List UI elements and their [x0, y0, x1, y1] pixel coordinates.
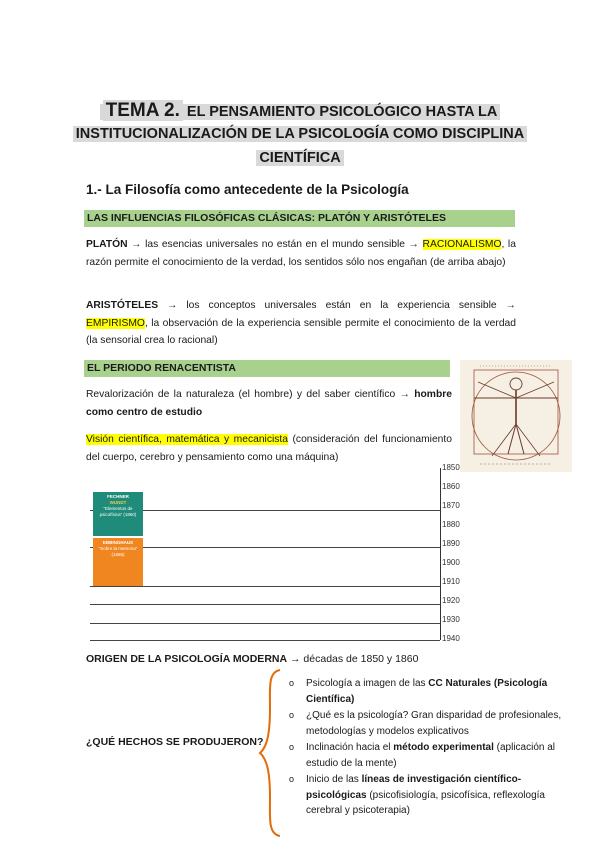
title-text-2: INSTITUCIONALIZACIÓN DE LA PSICOLOGÍA COMO DISCIPLINA: [73, 126, 527, 142]
aristoteles-name: ARISTÓTELES: [86, 300, 159, 311]
arrow-icon: →: [131, 239, 142, 250]
event-text: "Elementos de psicofísica" (1860): [99, 506, 137, 517]
fact-bold: CC Naturales (Psicología Científica): [306, 678, 548, 705]
fact-text-post: (aplicación al estudio de la mente): [306, 742, 556, 769]
renaissance-paragraph-2: [86, 431, 452, 466]
timeline-year: 1860: [442, 482, 460, 491]
origin-text: décadas de 1850 y 1860: [303, 653, 419, 665]
timeline-gridline: [90, 623, 440, 624]
racionalismo-highlight: RACIONALISMO: [422, 239, 502, 250]
timeline-event-ebbinghaus: [93, 538, 143, 586]
event-text: "Sobre la memoria" (1885): [98, 546, 138, 557]
fact-text: ¿Qué es la psicología? Gran disparidad de profesionales, metodologías y modelos explicativos: [306, 710, 562, 737]
list-item: [286, 676, 576, 707]
platon-text: las esencias universales no están en el mundo sensible: [145, 239, 406, 250]
list-item: [286, 772, 576, 819]
fact-bold: método experimental: [393, 742, 494, 753]
fact-bold: líneas de investigación científico-psicológicas: [306, 774, 522, 801]
aristoteles-paragraph: [86, 297, 516, 350]
title-line-2: [0, 126, 600, 142]
renaissance-heading-bar: EL PERIODO RENACENTISTA: [84, 360, 450, 377]
timeline-year: 1930: [442, 615, 460, 624]
timeline-gridline: [90, 640, 440, 641]
title-line-3: [0, 150, 600, 166]
platon-text-2: , la razón permite el conocimiento de la verdad, los sentidos sólo nos engañan (de arriba abajo): [86, 239, 516, 268]
aristoteles-text-2: , la observación de la experiencia sensible permite el conocimiento de la verdad (la sensorial crea lo racional): [86, 317, 516, 346]
timeline-year: 1850: [442, 463, 460, 472]
platon-name: PLATÓN: [86, 239, 128, 250]
vision-highlight: Visión científica, matemática y mecanicista: [86, 434, 289, 445]
timeline-chart: [90, 463, 460, 643]
renaissance-paragraph-1: [86, 386, 452, 421]
facts-list: [286, 676, 576, 820]
renaissance-bold: hombre como centro de estudio: [86, 389, 452, 418]
event-label: FECHNER: [107, 494, 129, 499]
title-text-1: EL PENSAMIENTO PSICOLÓGICO HASTA LA: [186, 104, 498, 120]
list-item: [286, 708, 576, 739]
fact-text: Inicio de las: [306, 774, 362, 785]
classical-heading-bar: LAS INFLUENCIAS FILOSÓFICAS CLÁSICAS: PLATÓN Y ARISTÓTELES: [84, 210, 515, 227]
timeline-year: 1900: [442, 558, 460, 567]
vitruvian-man-image: [460, 360, 572, 472]
question-heading: ¿QUÉ HECHOS SE PRODUJERON?: [86, 736, 264, 748]
origin-bold: ORIGEN DE LA PSICOLOGÍA MODERNA: [86, 653, 288, 665]
arrow-icon: →: [167, 300, 178, 311]
timeline-year: 1920: [442, 596, 460, 605]
fact-text: Inclinación hacia el: [306, 742, 394, 753]
timeline-year: 1870: [442, 501, 460, 510]
title-number: TEMA 2.: [103, 100, 183, 121]
fact-text: Psicología a imagen de las: [306, 678, 429, 689]
origin-line: [86, 653, 418, 665]
title-text-3: CIENTÍFICA: [256, 150, 343, 166]
arrow-icon: →: [399, 389, 410, 400]
timeline-axis: [440, 468, 441, 640]
arrow-icon: →: [505, 300, 516, 311]
empirismo-highlight: EMPIRISMO: [86, 317, 145, 329]
list-item: [286, 740, 576, 771]
timeline-gridline: [90, 604, 440, 605]
timeline-year: 1880: [442, 520, 460, 529]
fact-text-post: (psicofisiología, psicofísica, reflexología cerebral y psicoterapia): [306, 789, 545, 816]
arrow-icon: →: [290, 653, 301, 665]
event-sublabel: WUNDT: [109, 500, 127, 505]
timeline-year: 1890: [442, 539, 460, 548]
timeline-year: 1910: [442, 577, 460, 586]
event-label: EBBINGHAUS: [102, 540, 134, 545]
aristoteles-text: los conceptos universales están en la experiencia sensible: [186, 300, 497, 311]
renaissance-text: Revalorización de la naturaleza (el hombre) y del saber científico: [86, 389, 396, 400]
arrow-icon: →: [408, 239, 419, 250]
section-heading: 1.- La Filosofía como antecedente de la Psicología: [86, 182, 409, 197]
timeline-gridline: [90, 586, 440, 587]
timeline-year: 1940: [442, 634, 460, 643]
title-line-1: [0, 100, 600, 122]
curly-brace-icon: [258, 668, 288, 838]
platon-paragraph: [86, 236, 516, 271]
timeline-event-fechner: [93, 492, 143, 536]
vision-text: (consideración del funcionamiento del cuerpo, cerebro y pensamiento como una máquina): [86, 434, 453, 463]
